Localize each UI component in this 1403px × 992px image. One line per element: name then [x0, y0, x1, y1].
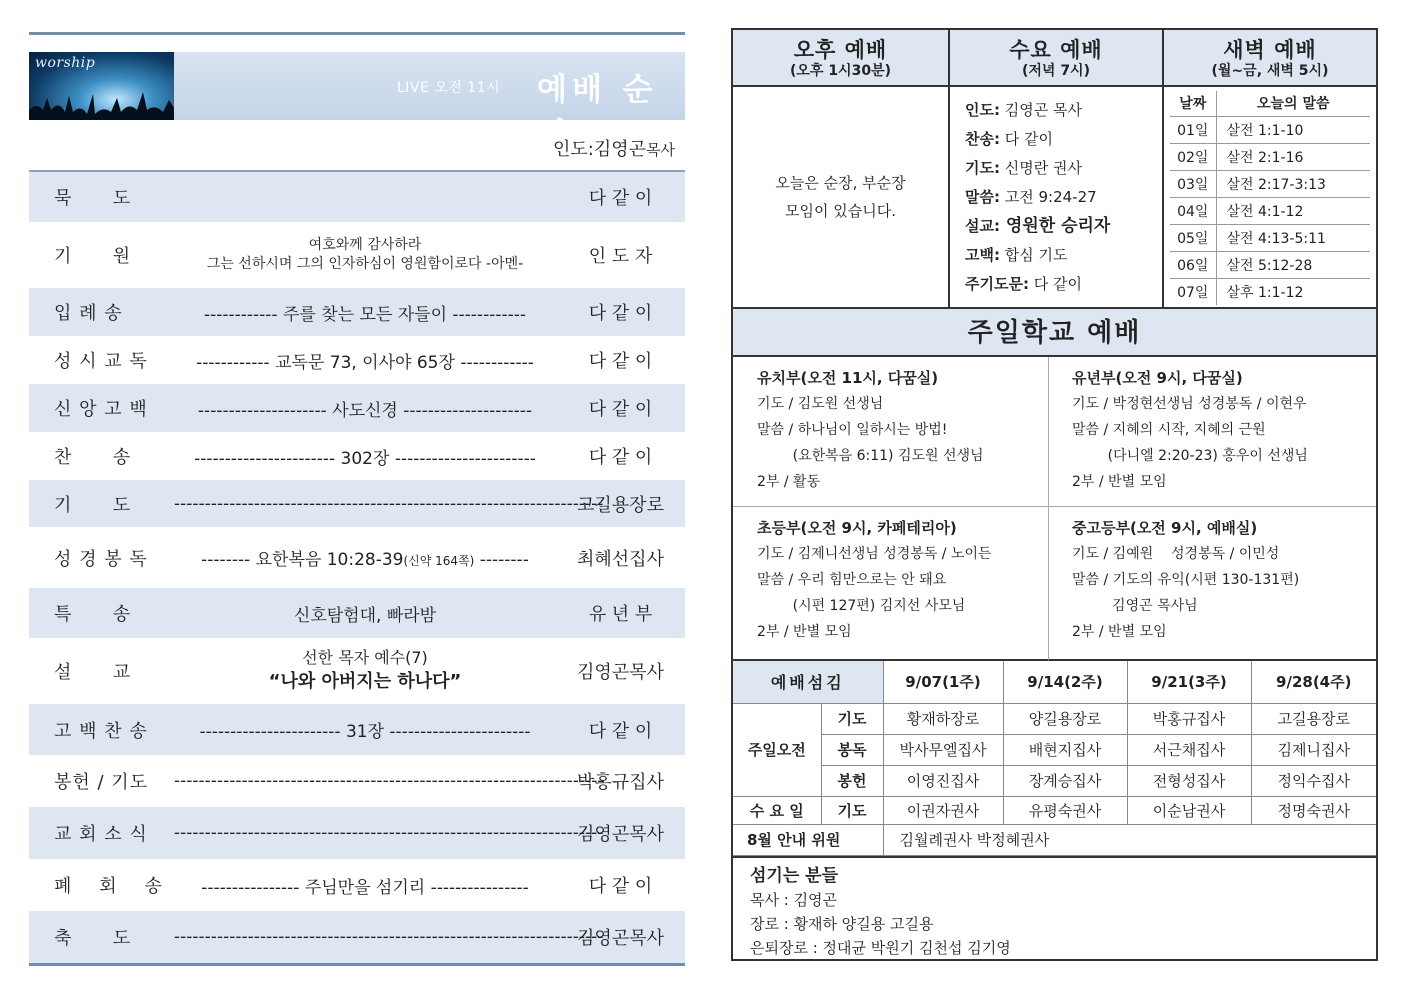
order-row: [29, 755, 685, 807]
guide-names: 김월례권사 박정혜권사: [883, 824, 1376, 855]
roster-group-sunday: 주일오전: [733, 703, 821, 796]
dawn-row: [1170, 170, 1370, 197]
roster-role: 봉헌: [821, 765, 883, 796]
department-line: (요한복음 6:11) 김도원 선생님: [757, 448, 984, 464]
order-row: [29, 638, 685, 704]
order-item-who: 다 같 이: [588, 188, 653, 209]
wednesday-item: [965, 154, 1162, 183]
item-value: 다 같이: [999, 130, 1053, 148]
roster-name: 유평숙권사: [1003, 796, 1127, 824]
crowd-silhouette-icon: [29, 88, 174, 120]
top-divider: [29, 32, 685, 35]
item-value: 신명란 권사: [999, 159, 1082, 177]
wednesday-item: [965, 241, 1162, 270]
minister-line: 장로 : 황재하 양길용 고길용: [750, 914, 934, 933]
order-row: [29, 859, 685, 911]
dawn-word: 살전 5:12-28: [1216, 251, 1370, 278]
department-line: 기도 / 김예원 성경봉독 / 이민성: [1072, 546, 1280, 562]
order-row: [29, 432, 685, 480]
dawn-word: 살전 4:1-12: [1216, 197, 1370, 224]
minister-line: 은퇴장로 : 정대균 박원기 김천섭 김기영: [750, 938, 1011, 957]
roster-name: 황재하장로: [883, 703, 1003, 734]
wednesday-service-header: [950, 30, 1164, 85]
department-line: 2부 / 반별 모임: [1072, 624, 1167, 640]
order-content-line: 그는 선하시며 그의 인자하심이 영원함이로다 -아멘-: [206, 256, 524, 272]
order-item-content: ----------------------- 302장 -----------------------: [194, 448, 536, 469]
order-item-content: --------------------- 사도신경 ---------------------: [197, 400, 533, 421]
order-item-who: 김영곤목사: [577, 824, 664, 845]
dawn-date: 04일: [1170, 197, 1216, 224]
roster-name: 양길용장로: [1003, 703, 1127, 734]
dawn-date: 06일: [1170, 251, 1216, 278]
order-item-who: 최혜선집사: [577, 548, 664, 570]
order-item-content: ----------------------- 31장 -----------------------: [199, 722, 531, 742]
afternoon-service-header: [733, 30, 950, 85]
order-item-content: [174, 236, 556, 274]
scripture-tail: --------: [474, 550, 529, 570]
order-item-who: 인 도 자: [588, 246, 653, 267]
item-value: 김영곤 목사: [999, 101, 1082, 119]
order-item-who: 김영곤목사: [577, 928, 664, 949]
dawn-row: [1170, 278, 1370, 305]
department-line: 기도 / 김제니선생님 성경봉독 / 노이든: [757, 546, 992, 562]
roster-name: 이순남권사: [1127, 796, 1251, 824]
order-item-name: 입 례 송: [54, 303, 123, 324]
dawn-date: 05일: [1170, 224, 1216, 251]
roster-row: [733, 703, 1376, 734]
roster-name: 장계승집사: [1003, 765, 1127, 796]
item-label: 기도:: [965, 159, 1000, 177]
service-times-body: [733, 87, 1376, 309]
dawn-schedule: [1164, 87, 1376, 307]
order-item-who: 박홍규집사: [577, 772, 664, 793]
ministers-section: [733, 856, 1376, 960]
roster-row: [733, 734, 1376, 765]
department-card: [733, 507, 1048, 661]
order-row: [29, 288, 685, 336]
department-line: 기도 / 김도원 선생님: [757, 396, 884, 412]
item-value: 합심 기도: [999, 246, 1068, 264]
roster-name: 서근채집사: [1127, 734, 1251, 765]
order-item-name: 신 앙 고 백: [54, 399, 148, 420]
item-value: 고전 9:24-27: [999, 188, 1097, 206]
roster-name: 고길용장로: [1251, 703, 1376, 734]
sunday-school-title: 주일학교 예배: [733, 309, 1376, 357]
item-value: 영원한 승리자: [999, 216, 1111, 236]
dawn-word: 살전 1:1-10: [1216, 116, 1370, 143]
worship-image: [29, 52, 174, 120]
roster-role: 기도: [821, 796, 883, 824]
roster-name: 배현지집사: [1003, 734, 1127, 765]
order-item-content: ------------ 주를 찾는 모든 자들이 ------------: [203, 304, 527, 325]
order-item-name: 폐 회 송: [54, 876, 163, 897]
order-item-who: 다 같 이: [588, 351, 653, 372]
guide-row: [733, 824, 1376, 855]
department-line: 김영곤 목사님: [1072, 598, 1198, 614]
order-item-content: ----------------------------------------------------------------------: [174, 927, 604, 947]
roster-name: 정명숙권사: [1251, 796, 1376, 824]
department-card: [1048, 357, 1376, 507]
wednesday-item: [965, 96, 1162, 125]
order-item-content: ----------------------------------------------------------------------: [174, 771, 604, 791]
department-name: 유치부(오전 11시, 다꿈실): [757, 369, 939, 387]
bottom-divider: [29, 963, 685, 966]
sermon-title: “나와 아버지는 하나다”: [268, 671, 462, 692]
dawn-title: 새벽 예배: [1223, 38, 1317, 62]
order-item-content: ------------ 교독문 73, 이사야 65장 ------------: [196, 352, 534, 373]
order-item-who: 다 같 이: [588, 447, 653, 468]
dawn-row: [1170, 197, 1370, 224]
leader-label: 인도:김영곤: [553, 139, 647, 160]
order-item-who: 다 같 이: [588, 720, 653, 742]
order-row: [29, 807, 685, 859]
item-label: 찬송:: [965, 130, 1000, 148]
order-row: [29, 704, 685, 755]
dawn-col-date: 날짜: [1170, 91, 1216, 116]
department-line: (시편 127편) 김지선 사모님: [757, 598, 966, 614]
order-item-name: 축 도: [54, 928, 132, 949]
live-time: LIVE 오전 11시: [397, 80, 501, 96]
department-line: 2부 / 반별 모임: [1072, 474, 1167, 490]
service-roster-table: [733, 661, 1376, 856]
order-item-who: 다 같 이: [588, 876, 653, 897]
ministers-title: 섬기는 분들: [750, 865, 839, 886]
item-value: 다 같이: [1028, 275, 1082, 293]
department-line: 말씀 / 하나님이 일하시는 방법!: [757, 422, 948, 438]
roster-name: 박홍규집사: [1127, 703, 1251, 734]
department-line: (다니엘 2:20-23) 홍우이 선생님: [1072, 448, 1308, 464]
scripture-page: (신약 164쪽): [403, 554, 475, 568]
roster-name: 이권자권사: [883, 796, 1003, 824]
order-title: 예배 순서: [537, 72, 658, 153]
department-line: 말씀 / 지혜의 시작, 지혜의 근원: [1072, 422, 1266, 438]
dawn-table-header: [1170, 91, 1370, 116]
dawn-date: 02일: [1170, 143, 1216, 170]
worship-order-panel: [29, 32, 685, 966]
roster-group-wednesday: 수 요 일: [733, 796, 821, 824]
roster-role: 봉독: [821, 734, 883, 765]
item-label: 인도:: [965, 101, 1000, 119]
roster-name: 전형성집사: [1127, 765, 1251, 796]
order-item-content: ---------------- 주님만을 섬기리 ----------------: [201, 877, 529, 898]
department-name: 중고등부(오전 9시, 예배실): [1072, 519, 1258, 537]
item-label: 말씀:: [965, 188, 1000, 206]
order-content-line: 여호와께 감사하라: [308, 237, 422, 253]
roster-week: 9/21(3주): [1127, 661, 1251, 703]
order-item-name: 묵 도: [54, 188, 132, 209]
dawn-word: 살전 2:17-3:13: [1216, 170, 1370, 197]
dawn-date: 07일: [1170, 278, 1216, 305]
order-item-content: 신호탐험대, 빠라밤: [293, 605, 437, 626]
order-item-name: 봉헌 / 기도: [54, 772, 149, 793]
order-row: [29, 336, 685, 384]
order-list: [29, 172, 685, 963]
order-row: [29, 222, 685, 288]
order-item-name: 성 경 봉 독: [54, 548, 148, 570]
afternoon-notice: 오늘은 순장, 부순장 모임이 있습니다.: [733, 87, 950, 307]
service-times-header: [733, 30, 1376, 87]
order-item-name: 기 도: [54, 494, 132, 516]
dawn-row: [1170, 143, 1370, 170]
department-line: 2부 / 활동: [757, 474, 821, 490]
wednesday-item: [965, 212, 1162, 241]
department-line: 2부 / 반별 모임: [757, 624, 852, 640]
order-item-name: 성 시 교 독: [54, 351, 148, 372]
dawn-row: [1170, 251, 1370, 278]
worship-image-text: worship: [35, 55, 96, 71]
wednesday-item: [965, 125, 1162, 154]
order-row: [29, 588, 685, 638]
order-item-name: 교 회 소 식: [54, 824, 148, 845]
roster-week: 9/28(4주): [1251, 661, 1376, 703]
department-card: [1048, 507, 1376, 661]
roster-row: [733, 796, 1376, 824]
order-item-name: 설 교: [54, 662, 132, 683]
order-row: [29, 384, 685, 432]
roster-name: 김제니집사: [1251, 734, 1376, 765]
order-item-who: 다 같 이: [588, 303, 653, 324]
scripture-text: -------- 요한복음 10:28-39: [201, 550, 404, 570]
dawn-service-header: [1164, 30, 1376, 85]
department-line: 말씀 / 우리 힘만으로는 안 돼요: [757, 572, 947, 588]
roster-name: 박사무엘집사: [883, 734, 1003, 765]
wednesday-item: [965, 270, 1162, 299]
roster-header-label: 예배섬김: [733, 661, 883, 703]
leader-line: [29, 120, 685, 172]
dawn-word: 살후 1:1-12: [1226, 284, 1304, 301]
dawn-col-word: 오늘의 말씀: [1216, 91, 1370, 116]
order-item-who: 유 년 부: [588, 604, 653, 625]
department-card: [733, 357, 1048, 507]
department-name: 유년부(오전 9시, 다꿈실): [1072, 369, 1243, 387]
order-item-content: [174, 545, 556, 570]
order-item-name: 기 원: [54, 246, 132, 267]
roster-row: [733, 765, 1376, 796]
item-label: 주기도문:: [965, 275, 1029, 293]
sermon-series: 선한 목자 예수(7): [302, 648, 428, 667]
order-row: [29, 527, 685, 588]
wednesday-item: [965, 183, 1162, 212]
dawn-row: [1170, 224, 1370, 251]
order-item-name: 찬 송: [54, 447, 132, 468]
dawn-table: [1170, 91, 1370, 305]
order-item-name: 특 송: [54, 604, 132, 625]
roster-week: 9/07(1주): [883, 661, 1003, 703]
service-info-panel: [731, 28, 1378, 961]
wednesday-title: 수요 예배: [1009, 38, 1103, 62]
department-line: 기도 / 박정현선생님 성경봉독 / 이현우: [1072, 396, 1307, 412]
dawn-time: (월~금, 새벽 5시): [1211, 63, 1329, 79]
roster-name: 이영진집사: [883, 765, 1003, 796]
dawn-date: 01일: [1170, 116, 1216, 143]
item-label: 고백:: [965, 246, 1000, 264]
order-item-content: ----------------------------------------------------------------------: [174, 493, 604, 514]
order-item-who: 다 같 이: [588, 399, 653, 420]
order-row: [29, 480, 685, 527]
order-item-name: 고 백 찬 송: [54, 720, 148, 742]
dawn-row: [1170, 116, 1370, 143]
minister-line: 목사 : 김영곤: [750, 890, 838, 909]
order-item-content: [174, 647, 556, 695]
afternoon-title: 오후 예배: [793, 38, 888, 62]
department-name: 초등부(오전 9시, 카페테리아): [757, 519, 957, 537]
order-row: [29, 911, 685, 963]
order-item-content: ----------------------------------------------------------------------: [174, 823, 604, 843]
roster-name: 정익수집사: [1251, 765, 1376, 796]
dawn-word: 살전 2:1-16: [1216, 143, 1370, 170]
sunday-school-departments: [733, 357, 1376, 661]
roster-week: 9/14(2주): [1003, 661, 1127, 703]
wednesday-time: (저녁 7시): [1022, 63, 1090, 79]
item-label: 설교:: [965, 217, 1000, 235]
roster-role: 기도: [821, 703, 883, 734]
order-item-who: 김영곤목사: [577, 662, 664, 683]
order-row: [29, 172, 685, 222]
guide-label: 8월 안내 위원: [733, 824, 883, 855]
dawn-word: 살전 4:13-5:11: [1216, 224, 1370, 251]
afternoon-time: (오후 1시30분): [790, 63, 891, 79]
department-line: 말씀 / 기도의 유익(시편 130-131편): [1072, 572, 1300, 588]
leader-text: [553, 135, 675, 161]
wednesday-program: [950, 87, 1164, 307]
leader-suffix: 목사: [646, 141, 675, 159]
order-item-who: 고길용장로: [577, 494, 664, 516]
roster-header-row: [733, 661, 1376, 703]
dawn-date: 03일: [1170, 170, 1216, 197]
